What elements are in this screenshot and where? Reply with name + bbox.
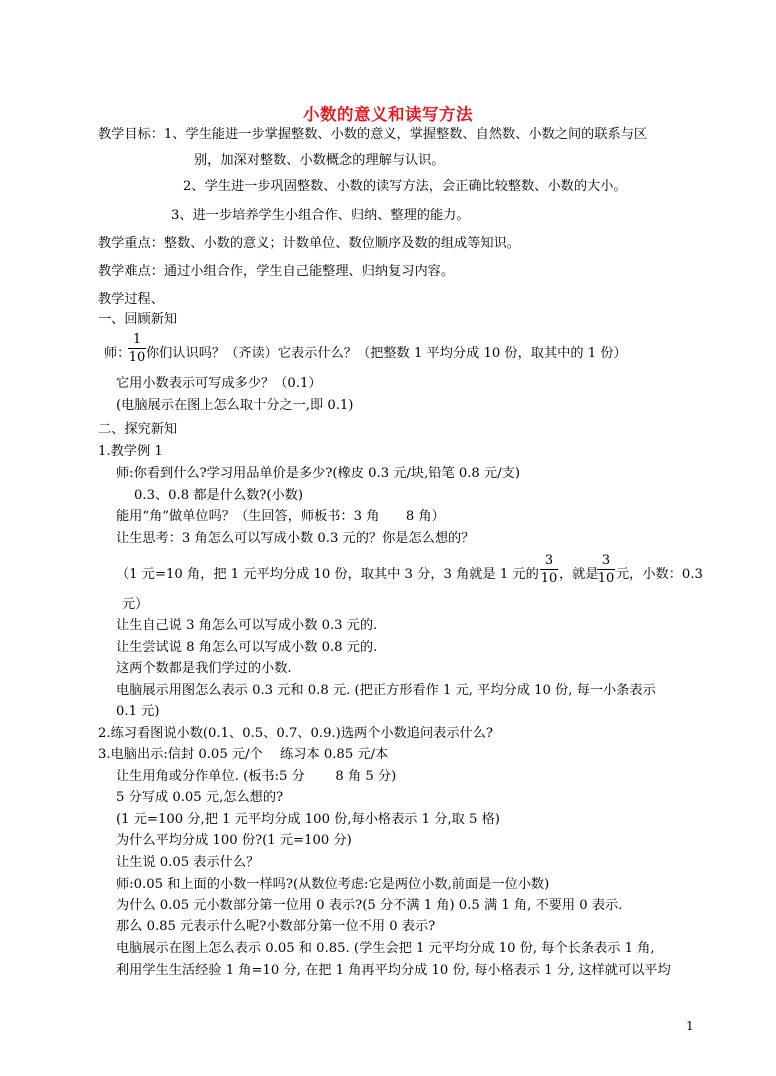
fraction-three-tenths-1: 3 10 bbox=[540, 553, 558, 586]
example-line-9: 这两个数都是我们学过的小数. bbox=[116, 661, 292, 676]
fraction-one-tenth: 1 10 bbox=[128, 332, 146, 365]
key-points-line: 教学重点：整数、小数的意义；计数单位、数位顺序及数的组成等知识。 bbox=[98, 236, 520, 251]
diagram-line-2: 利用学生生活经验 1 角=10 分, 在把 1 角再平均分成 10 份, 每小格表示 1 分, 这样就可以平均 bbox=[116, 963, 671, 978]
objective-line-1: 教学目标：1、学生能进一步掌握整数、小数的意义，掌握整数、自然数、小数之间的联系与区 bbox=[98, 127, 648, 142]
example-line-8: 让生尝试说 8 角怎么可以写成小数 0.8 元的. bbox=[116, 640, 378, 655]
example-line-1: 师:你看到什么?学习用品单价是多少?(橡皮 0.3 元/块,铅笔 0.8 元/支) bbox=[116, 466, 520, 481]
example-heading: 1.教学例 1 bbox=[98, 444, 163, 459]
fraction-three-tenths-2: 3 10 bbox=[597, 553, 615, 586]
meaning-line: 让生说 0.05 表示什么？ bbox=[116, 855, 260, 870]
example-line-5b: ，就是 bbox=[559, 567, 599, 582]
why-hundred-line: 为什么平均分成 100 份?(1 元=100 分) bbox=[116, 833, 352, 848]
teacher-label: 师： bbox=[104, 346, 131, 361]
objective-line-2: 别，加深对整数、小数概念的理解与认识。 bbox=[194, 153, 445, 168]
objective-line-4: 3、进一步培养学生小组合作、归纳、整理的能力。 bbox=[171, 208, 470, 223]
difficulties-line: 教学难点：通过小组合作，学生自己能整理、归纳复习内容。 bbox=[98, 264, 455, 279]
section-heading-explore: 二、探究新知 bbox=[98, 422, 178, 437]
example-line-2: 0.3、0.8 都是什么数?(小数) bbox=[134, 488, 303, 503]
example-line-10: 电脑展示用图怎么表示 0.3 元和 0.8 元. (把正方形看作 1 元, 平均分成 10 份, 每一小条表示 bbox=[116, 683, 656, 698]
compare-line: 师:0.05 和上面的小数一样吗?(从数位考虑:它是两位小数,前面是一位小数) bbox=[116, 877, 550, 892]
five-fen-line: 5 分写成 0.05 元,怎么想的? bbox=[116, 790, 284, 805]
example-line-5a: （1 元=10 角，把 1 元平均分成 10 份，取其中 3 分，3 角就是 1 元的 bbox=[116, 567, 539, 582]
review-question-line: 你们认识吗？（齐读）它表示什么？（把整数 1 平均分成 10 份，取其中的 1 份） bbox=[146, 346, 627, 361]
zero-eighty-five-line: 那么 0.85 元表示什么呢?小数部分第一位不用 0 表示? bbox=[116, 919, 436, 934]
review-line-decimal: 它用小数表示可写成多少？（0.1） bbox=[116, 376, 322, 391]
document-title: 小数的意义和读写方法 bbox=[303, 105, 473, 124]
example-line-7: 让生自己说 3 角怎么可以写成小数 0.3 元的. bbox=[116, 618, 378, 633]
objective-line-3: 2、学生进一步巩固整数、小数的读写方法，会正确比较整数、小数的大小。 bbox=[183, 179, 627, 194]
example-line-11: 0.1 元) bbox=[116, 704, 160, 719]
zero-place-line: 为什么 0.05 元小数部分第一位用 0 表示?(5 分不满 1 角) 0.5 满 1 角, 不要用 0 表示. bbox=[116, 898, 623, 913]
practice-line: 2.练习看图说小数(0.1、0.5、0.7、0.9.)选两个小数追问表示什么? bbox=[98, 726, 493, 741]
example-line-3: 能用“角”做单位吗？（生回答，师板书：3 角 8 角） bbox=[116, 509, 445, 524]
example-line-4: 让生思考：3 角怎么可以写成小数 0.3 元的？你是怎么想的？ bbox=[116, 531, 475, 546]
example-line-5c: 元，小数：0.3 bbox=[616, 567, 703, 582]
display-line: 3.电脑出示:信封 0.05 元/个 练习本 0.85 元/本 bbox=[98, 747, 389, 762]
process-heading: 教学过程、 bbox=[98, 292, 164, 307]
diagram-line-1: 电脑展示在图上怎么表示 0.05 和 0.85. (学生会把 1 元平均分成 10 份, 每个长条表示 1 角, bbox=[116, 941, 655, 956]
review-line-display: (电脑展示在图上怎么取十分之一,即 0.1) bbox=[116, 398, 354, 413]
example-line-6: 元） bbox=[122, 597, 149, 612]
page-number: 1 bbox=[686, 1019, 694, 1033]
unit-line: 让生用角或分作单位. (板书:5 分 8 角 5 分) bbox=[116, 769, 397, 784]
section-heading-review: 一、回顾新知 bbox=[98, 312, 178, 327]
hundred-parts-line: (1 元=100 分,把 1 元平均分成 100 份,每小格表示 1 分,取 5 格) bbox=[116, 812, 500, 827]
